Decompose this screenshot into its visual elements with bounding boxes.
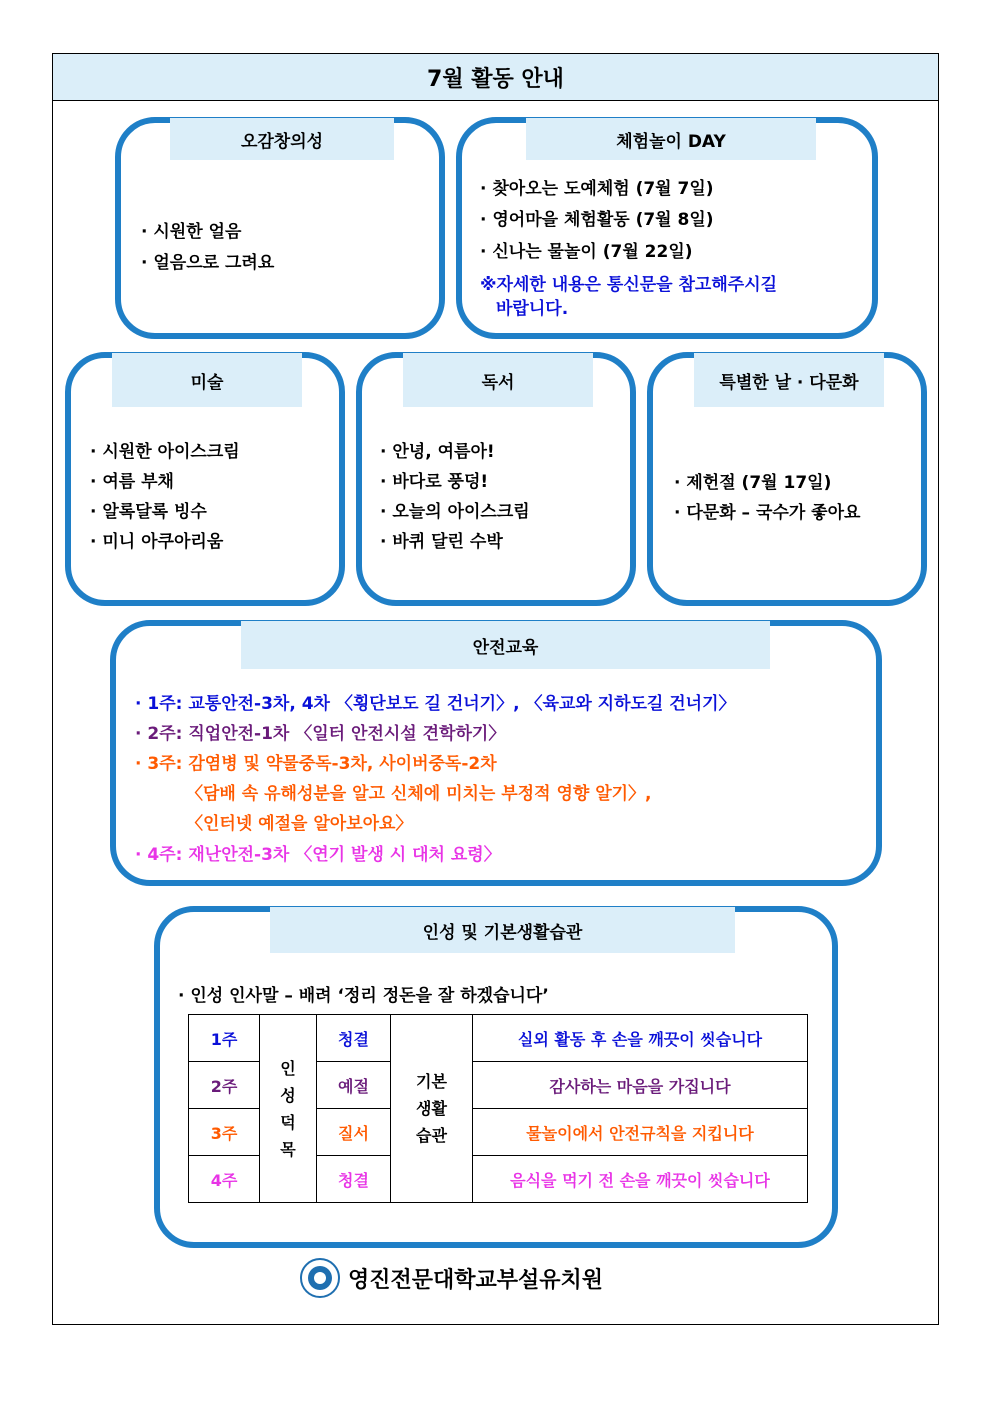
safety-week3: · 3주: 감염병 및 약물중독-3차, 사이버중독-2차 [135,754,497,774]
play-item: · 영어마을 체험활동 (7월 8일) [480,210,714,230]
table-row [189,1015,808,1062]
play-item: · 신나는 물놀이 (7월 22일) [480,242,693,262]
special-tag: 특별한 날 · 다문화 [694,353,884,407]
page-title: 7월 활동 안내 [53,54,938,101]
week-cell: 4주 [189,1156,260,1203]
kindergarten-name: 영진전문대학교부설유치원 [348,1267,604,1293]
safety-week4: · 4주: 재난안전-3차 〈연기 발생 시 대처 요령〉 [135,845,501,865]
footer [300,1258,603,1298]
play-note: ※자세한 내용은 통신문을 참고해주시길 [480,275,778,295]
play-note: 바랍니다. [496,299,569,319]
week-cell: 1주 [189,1015,260,1062]
senses-item: · 얼음으로 그려요 [141,253,275,273]
safety-week3-detail: 〈인터넷 예절을 알아보아요〉 [186,814,413,834]
habits-table [188,1014,808,1203]
reading-item: · 안녕, 여름아! [380,442,495,462]
habit-label: 기본 생활 습관 [391,1015,473,1203]
senses-item: · 시원한 얼음 [141,222,242,242]
safety-tag: 안전교육 [241,621,770,669]
habit-cell: 감사하는 마음을 가집니다 [473,1062,808,1109]
week-cell: 3주 [189,1109,260,1156]
virtue-cell: 청결 [317,1156,391,1203]
reading-item: · 오늘의 아이스크림 [380,502,530,522]
reading-item: · 바다로 풍덩! [380,472,489,492]
art-tag: 미술 [112,353,302,407]
habit-cell: 음식을 먹기 전 손을 깨끗이 씻습니다 [473,1156,808,1203]
art-item: · 시원한 아이스크림 [90,442,240,462]
virtue-cell: 청결 [317,1015,391,1062]
art-item: · 알록달록 빙수 [90,502,207,522]
week-cell: 2주 [189,1062,260,1109]
habit-cell: 물놀이에서 안전규칙을 지킵니다 [473,1109,808,1156]
safety-week3-detail: 〈담배 속 유해성분을 알고 신체에 미치는 부정적 영향 알기〉, [186,784,652,804]
play-tag: 체험놀이 DAY [526,118,816,160]
habit-cell: 실외 활동 후 손을 깨끗이 씻습니다 [473,1015,808,1062]
greeting-text: · 인성 인사말 – 배려 ‘정리 정돈을 잘 하겠습니다’ [178,986,549,1006]
special-item: · 제헌절 (7월 17일) [674,473,832,493]
safety-week2: · 2주: 직업안전-1차 〈일터 안전시설 견학하기〉 [135,724,506,744]
virtue-cell: 질서 [317,1109,391,1156]
play-item: · 찾아오는 도예체험 (7월 7일) [480,179,714,199]
virtue-cell: 예절 [317,1062,391,1109]
reading-tag: 독서 [403,353,593,407]
reading-item: · 바퀴 달린 수박 [380,532,503,552]
virtue-label: 인 성 덕 목 [260,1015,317,1203]
school-emblem-icon [300,1258,340,1298]
special-item: · 다문화 – 국수가 좋아요 [674,503,861,523]
safety-week1: · 1주: 교통안전-3차, 4차 〈횡단보도 길 건너기〉, 〈육교와 지하도길 건너기〉 [135,694,736,714]
art-item: · 여름 부채 [90,472,174,492]
senses-tag: 오감창의성 [170,118,394,160]
character-tag: 인성 및 기본생활습관 [270,907,735,953]
art-item: · 미니 아쿠아리움 [90,532,224,552]
